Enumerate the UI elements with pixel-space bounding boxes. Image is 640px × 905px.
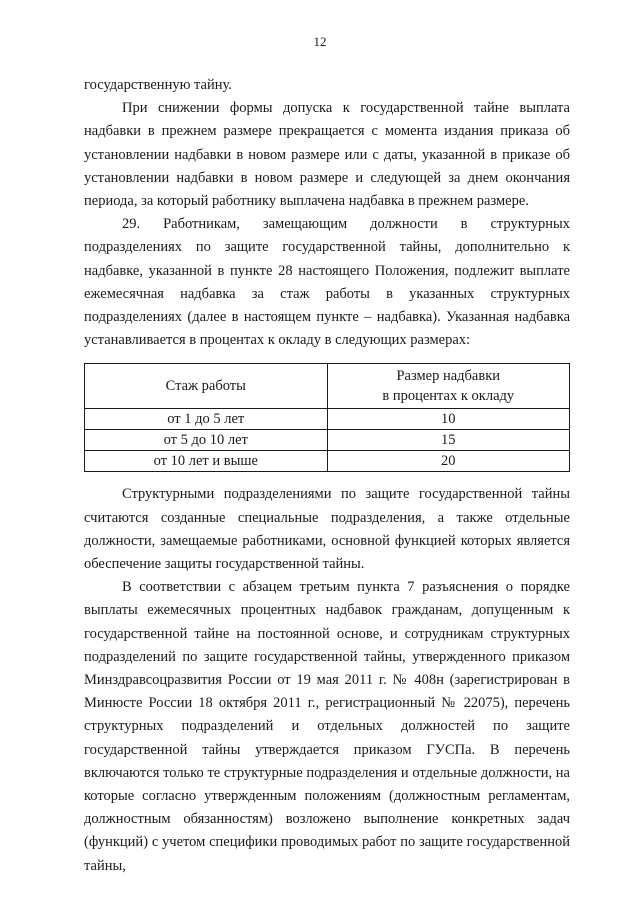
- header-allowance-line2: в процентах к окладу: [382, 388, 515, 405]
- table-row: [85, 430, 570, 451]
- cell-experience: от 5 до 10 лет: [85, 430, 328, 451]
- allowance-table: [84, 363, 570, 472]
- page-number: 12: [313, 34, 327, 49]
- header-allowance: [327, 364, 570, 409]
- cell-experience: от 10 лет и выше: [85, 451, 328, 472]
- cell-percent: 10: [327, 409, 570, 430]
- table-row: [85, 409, 570, 430]
- document-body: [84, 74, 570, 878]
- cell-experience: от 1 до 5 лет: [85, 409, 328, 430]
- cell-percent: 20: [327, 451, 570, 472]
- table-row: [85, 451, 570, 472]
- allowance-table-wrapper: [84, 363, 570, 472]
- cell-percent: 15: [327, 430, 570, 451]
- paragraph-units-definition: Структурными подразделениями по защите государственной тайны считаются созданные специальные подразделения, а также отдельные должности, замещаемые работниками, основной функцией которых является обеспечение защиты государственной тайны.: [84, 486, 570, 573]
- paragraph-continuation: государственную тайну.: [84, 77, 232, 93]
- header-experience: Стаж работы: [85, 364, 328, 409]
- paragraph-clarification: В соответствии с абзацем третьим пункта 7 разъяснения о порядке выплаты ежемесячных процентных надбавок гражданам, допущенным к государственной тайне на постоянной основе, и сотрудникам структурных подразделений по защите государственной тайны, утвержденного приказом Минздравсоцразвития России от 19 мая 2011 г. № 408н (зарегистрирован в Минюсте России 18 октября 2011 г., регистрационный № 22075), перечень структурных подразделений и отдельных должностей по защите государственной тайны утверждается приказом ГУСПа. В перечень включаются только те структурные подразделения и отдельные должности, на которые согласно утвержденным положениям (должностным регламентам, должностным обязанностям) возложено выполнение конкретных задач (функций) с учетом специфики проводимых работ по защите государственной тайны,: [84, 579, 570, 874]
- paragraph-clearance-reduction: При снижении формы допуска к государственной тайне выплата надбавки в прежнем размере прекращается с момента издания приказа об установлении надбавки в новом размере или с даты, указанной в приказе об установлении надбавки в новом размере и следующей за днем окончания периода, за который работнику выплачена надбавка в прежнем размере.: [84, 100, 570, 210]
- header-allowance-line1: Размер надбавки: [396, 368, 501, 385]
- table-header-row: [85, 364, 570, 409]
- paragraph-item-29: 29. Работникам, замещающим должности в структурных подразделениях по защите государственной тайны, дополнительно к надбавке, указанной в пункте 28 настоящего Положения, подлежит выплате ежемесячная надбавка за стаж работы в указанных структурных подразделениях (далее в настоящем пункте – надбавка). Указанная надбавка устанавливается в процентах к окладу в следующих размерах:: [84, 216, 570, 349]
